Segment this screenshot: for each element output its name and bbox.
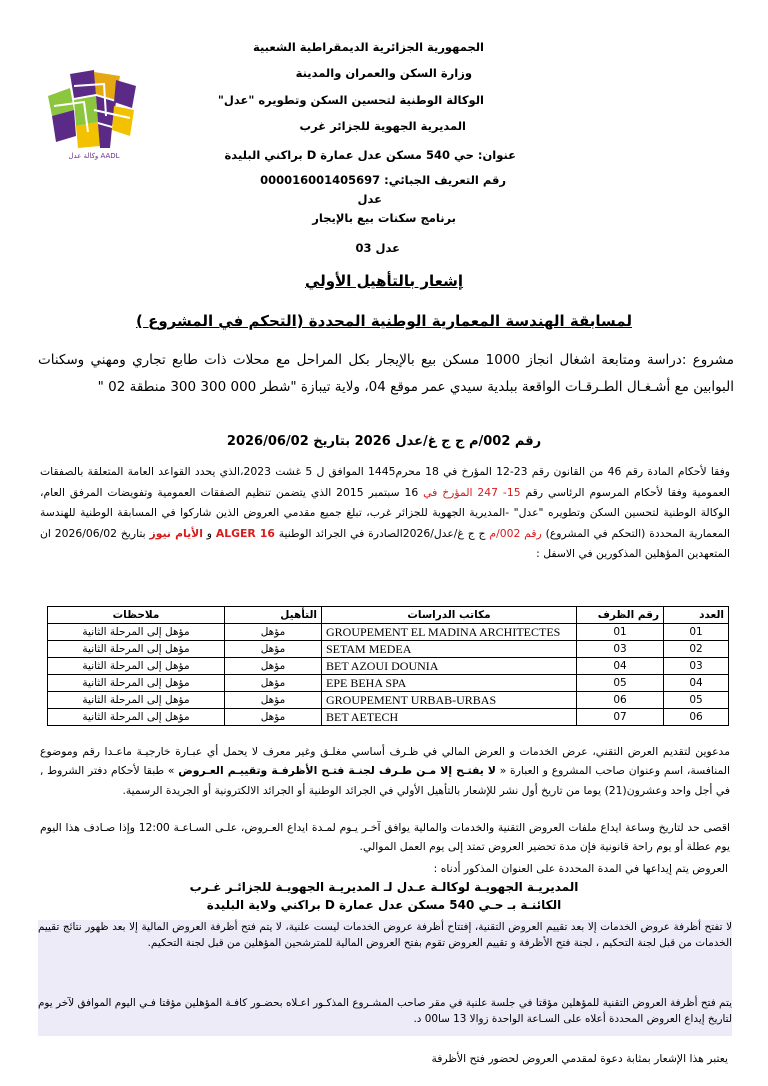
row-status: مؤهل <box>225 675 322 692</box>
table-row <box>48 658 729 675</box>
row-envelope: 05 <box>577 675 664 692</box>
page-title: إشعار بالتأهيل الأولي <box>304 272 464 290</box>
row-number: 03 <box>664 658 729 675</box>
row-status: مؤهل <box>225 624 322 641</box>
offers-deposit-line: العروض يتم إيداعها في المدة المحددة على العنوان المذكور أدناه : <box>433 862 728 875</box>
row-status: مؤهل <box>225 692 322 709</box>
row-envelope: 07 <box>577 709 664 726</box>
row-status: مؤهل <box>225 658 322 675</box>
row-number: 05 <box>664 692 729 709</box>
project-description: مشروع :دراسة ومتابعة اشغال انجاز 1000 مسكن بيع بالإيجار بكل المراحل مع محلات ذات طابع تجاري ومهني وسكنات البوابين مع أشـغـال الطـرقـات الواقعة ببلدية سيدي عمر موقع 04، ولاية تيبازة "شطر 000 300 300 منطقة 02 " <box>38 352 734 395</box>
header-office: مكاتب الدراسات <box>322 607 577 624</box>
row-envelope: 04 <box>577 658 664 675</box>
table-row <box>48 675 729 692</box>
tax-id-line: رقم التعريف الجبائي: 000016001405697 <box>260 173 506 187</box>
row-status: مؤهل <box>225 641 322 658</box>
closing-statement: يعتبر هذا الإشعار بمثابة دعوة لمقدمي العروض لحضور فتح الأظرفة <box>431 1052 728 1065</box>
row-note: مؤهل إلى المرحلة الثانية <box>48 709 225 726</box>
deposit-address-line1: المديريـة الجهويـة لوكالـة عـدل لـ المديريـة الجهويـة للجزائـر غـرب <box>189 880 579 894</box>
row-number: 06 <box>664 709 729 726</box>
row-office: EPE BEHA SPA <box>322 675 577 692</box>
ministry-line: وزارة السكن والعمران والمدينة <box>295 66 472 80</box>
adl-label: عدل <box>357 192 382 206</box>
page-subtitle: لمسابقة الهندسة المعمارية الوطنية المحددة (التحكم في المشروع ) <box>136 312 632 330</box>
row-number: 04 <box>664 675 729 692</box>
public-session-note: يتم فتح أظرفة العروض التقنية للمؤهلين مؤقتا في جلسة علنية في مقر صاحب المشـروع المذكـور اعـلاه بحضـور كافـة المؤهلين مؤقتا فـي اليوم الموافق لآخر يوم لتاريخ إيداع العروض المحددة أعلاه على السـاعة الواحدة زوالا 13 سا00 د. <box>38 996 732 1036</box>
reference-number: رقم 002/م ج ج غ/عدل 2026 بتاريخ 2026/06/02 <box>226 434 542 449</box>
republic-line: الجمهورية الجزائرية الديمقراطية الشعبية <box>252 40 484 54</box>
table-row <box>48 709 729 726</box>
adl03-label: عدل 03 <box>355 241 400 255</box>
table-row <box>48 641 729 658</box>
row-note: مؤهل إلى المرحلة الثانية <box>48 641 225 658</box>
row-office: GROUPEMENT EL MADINA ARCHITECTES <box>322 624 577 641</box>
row-envelope: 03 <box>577 641 664 658</box>
row-status: مؤهل <box>225 709 322 726</box>
row-note: مؤهل إلى المرحلة الثانية <box>48 658 225 675</box>
agency-line: الوكالة الوطنية لتحسين السكن وتطويره "عدل" <box>217 93 484 107</box>
adl-logo <box>44 66 140 152</box>
row-envelope: 01 <box>577 624 664 641</box>
opening-procedure-note: لا تفتح أظرفة عروض الخدمات إلا بعد تقييم العروض التقنية، إفتتاح أظرفة عروض الخدمات ليست علنية، لا يتم فتح أظرفة العروض المالية إلا بعد ظهور نتائج تقييم الخدمات من قبل لجنة التحكيم ، لجنة فتح الأظرفة و تقييم العروض تقوم بفتح العروض المالية للمترشحين المؤهلين من قبل لجنة التحكيم. <box>38 920 732 998</box>
address-line: عنوان: حي 540 مسكن عدل عمارة D براكني البليدة <box>224 148 516 162</box>
row-office: GROUPEMENT URBAB-URBAS <box>322 692 577 709</box>
directorate-line: المديرية الجهوية للجزائر غرب <box>299 119 466 133</box>
legal-basis-paragraph: وفقا لأحكام المادة رقم 46 من القانون رقم 23-12 المؤرخ في 18 محرم1445 الموافق ل 5 غشت 2023،الذي يحدد القواعد العامة المتعلقة بالصفقات العمومية وفقا لأحكام المرسوم الرئاسي رقم 15- 247 المؤرخ في 16 سبتمبر 2015 الذي يتضمن تنظيم الصفقات العمومية وتفويضات المرفق العام، الوكالة الوطنية لتحسين السكن وتطويره "عدل" -المديرية الجهوية للجزائر غرب، تبلغ جميع مقدمي العروض الذين شاركوا في المسابقة الوطنية للهندسة المعمارية المحددة (التحكم في المشروع) رقم 002/م ج ج غ/عدل/2026الصادرة في الجرائد الوطنية ALGER 16 و الأيام نيوز بتاريخ 2026/06/02 ان المتعهدين المؤهلين المذكورين في الاسفل : <box>40 465 731 561</box>
logo-caption: وكالة عدل AADL <box>68 152 120 160</box>
header-status: التأهيل <box>225 607 322 624</box>
table-header-row <box>48 607 729 624</box>
header-number: العدد <box>664 607 729 624</box>
table-row <box>48 624 729 641</box>
qualified-offices-table <box>47 606 729 726</box>
row-note: مؤهل إلى المرحلة الثانية <box>48 675 225 692</box>
row-office: BET AETECH <box>322 709 577 726</box>
row-number: 02 <box>664 641 729 658</box>
table-row <box>48 692 729 709</box>
row-number: 01 <box>664 624 729 641</box>
row-note: مؤهل إلى المرحلة الثانية <box>48 692 225 709</box>
header-notes: ملاحظات <box>48 607 225 624</box>
row-office: SETAM MEDEA <box>322 641 577 658</box>
deadline-paragraph: اقصى حد لتاريخ وساعة ايداع ملفات العروض التقنية والخدمات والمالية يوافق آخـر يـوم لمـدة ايداع العـروض، علـى السـاعـة 12:00 وإذا صـادف هذا اليوم يوم عطلة أو يوم راحة قانونية فإن مدة تحضير العروض تمتد إلى يوم العمل الموالي. <box>40 821 730 853</box>
header-envelope: رقم الظرف <box>577 607 664 624</box>
row-note: مؤهل إلى المرحلة الثانية <box>48 624 225 641</box>
row-envelope: 06 <box>577 692 664 709</box>
deposit-address-line2: الكائنـة بـ حـي 540 مسكن عدل عمارة D براكني ولاية البليدة <box>206 898 562 912</box>
row-office: BET AZOUI DOUNIA <box>322 658 577 675</box>
program-line: برنامج سكنات بيع بالإيجار <box>312 211 456 225</box>
invitation-paragraph: مدعوين لتقديم العرض التقني، عرض الخدمات و العرض المالي في ظـرف أساسي مغلـق وغير معرف لا يحمل أي عبـارة خارجيـة ماعـدا رقم وموضوع المنافسة، اسم وعنوان صاحب المشروع و العبارة « لا يفتـح إلا مـن طـرف لجنـة فتـح الأظرفـة وتقييـم العـروض » طبقا لأحكام دفتر الشروط , في أجل واحد وعشرون(21) يوما من تاريخ أول نشر للإشعار بالتأهيل الأولي في الجرائد الوطنية أو الجرائد الالكترونية أو الجريدة الرسمية. <box>40 745 731 797</box>
